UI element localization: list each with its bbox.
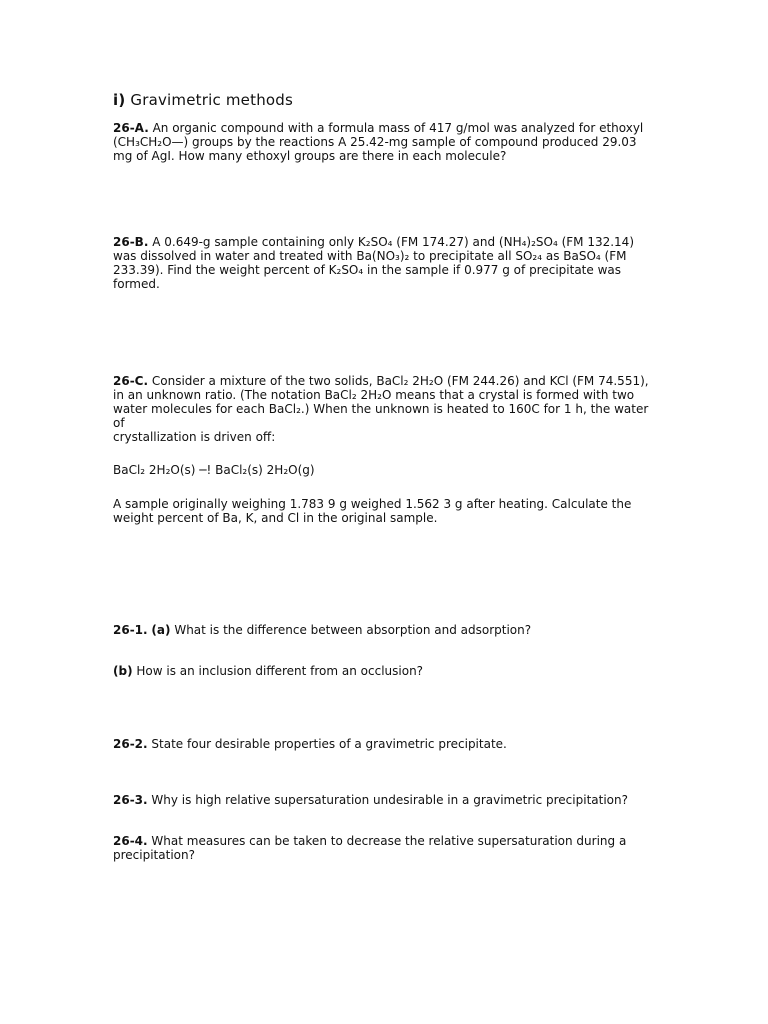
problem-line: (CH₃CH₂O—) groups by the reactions A 25.42-mg sample of compound produced 29.03	[113, 135, 637, 149]
problem-line: was dissolved in water and treated with Ba(NO₃)₂ to precipitate all SO₂₄ as BaSO₄ (FM	[113, 249, 627, 263]
section-title	[113, 91, 661, 109]
problem-line	[113, 374, 661, 388]
problem-26-a	[113, 121, 661, 163]
problem-line: in an unknown ratio. (The notation BaCl₂ 2H₂O means that a crystal is formed with two	[113, 388, 635, 402]
question-line	[113, 623, 661, 637]
problem-line	[113, 121, 661, 135]
question-26-3	[113, 793, 661, 807]
problem-line: mg of AgI. How many ethoxyl groups are there in each molecule?	[113, 149, 507, 163]
problem-line	[113, 235, 661, 249]
question-26-2	[113, 737, 661, 751]
problem-line: of	[113, 416, 125, 430]
question-26-1-a	[113, 623, 661, 637]
problem-line: A sample originally weighing 1.783 9 g weighed 1.562 3 g after heating. Calculate the	[113, 497, 632, 511]
question-line: precipitation?	[113, 848, 195, 862]
question-26-4	[113, 834, 661, 862]
problem-line: 233.39). Find the weight percent of K₂SO₄ in the sample if 0.977 g of precipitate was	[113, 263, 621, 277]
question-text: How is an inclusion different from an occlusion?	[136, 664, 424, 678]
question-text: Why is high relative supersaturation undesirable in a gravimetric precipitation?	[151, 793, 628, 807]
question-part-label: (a)	[151, 623, 171, 637]
problem-line: water molecules for each BaCl₂.) When the unknown is heated to 160C for 1 h, the water	[113, 402, 649, 416]
question-line	[113, 793, 661, 807]
problem-line: weight percent of Ba, K, and Cl in the original sample.	[113, 511, 438, 525]
problem-label: 26-C.	[113, 374, 149, 388]
problem-26-c-continued	[113, 497, 661, 525]
problem-label: 26-B.	[113, 235, 149, 249]
question-line	[113, 737, 661, 751]
chemical-equation	[113, 463, 661, 477]
question-text: What measures can be taken to decrease the relative supersaturation during a	[151, 834, 627, 848]
problem-text: An organic compound with a formula mass of 417 g/mol was analyzed for ethoxyl	[152, 121, 644, 135]
question-part-label: (b)	[113, 664, 133, 678]
problem-text: A 0.649-g sample containing only K₂SO₄ (FM 174.27) and (NH₄)₂SO₄ (FM 132.14)	[152, 235, 634, 249]
problem-line: crystallization is driven off:	[113, 430, 276, 444]
section-prefix: i)	[113, 91, 126, 109]
question-label: 26-4.	[113, 834, 148, 848]
question-label: 26-3.	[113, 793, 148, 807]
problem-text: Consider a mixture of the two solids, BaCl₂ 2H₂O (FM 244.26) and KCl (FM 74.551),	[151, 374, 649, 388]
question-label: 26-2.	[113, 737, 148, 751]
problem-label: 26-A.	[113, 121, 149, 135]
question-26-1-b	[113, 664, 661, 678]
question-label: 26-1.	[113, 623, 148, 637]
problem-line: formed.	[113, 277, 160, 291]
section-title-text: Gravimetric methods	[130, 91, 294, 109]
question-line	[113, 664, 661, 678]
equation-text: BaCl₂ 2H₂O(s) ─! BaCl₂(s) 2H₂O(g)	[113, 463, 315, 477]
problem-26-b	[113, 235, 661, 291]
question-line	[113, 834, 661, 848]
question-text: State four desirable properties of a gravimetric precipitate.	[151, 737, 507, 751]
problem-26-c	[113, 374, 661, 444]
question-text: What is the difference between absorption and adsorption?	[174, 623, 532, 637]
